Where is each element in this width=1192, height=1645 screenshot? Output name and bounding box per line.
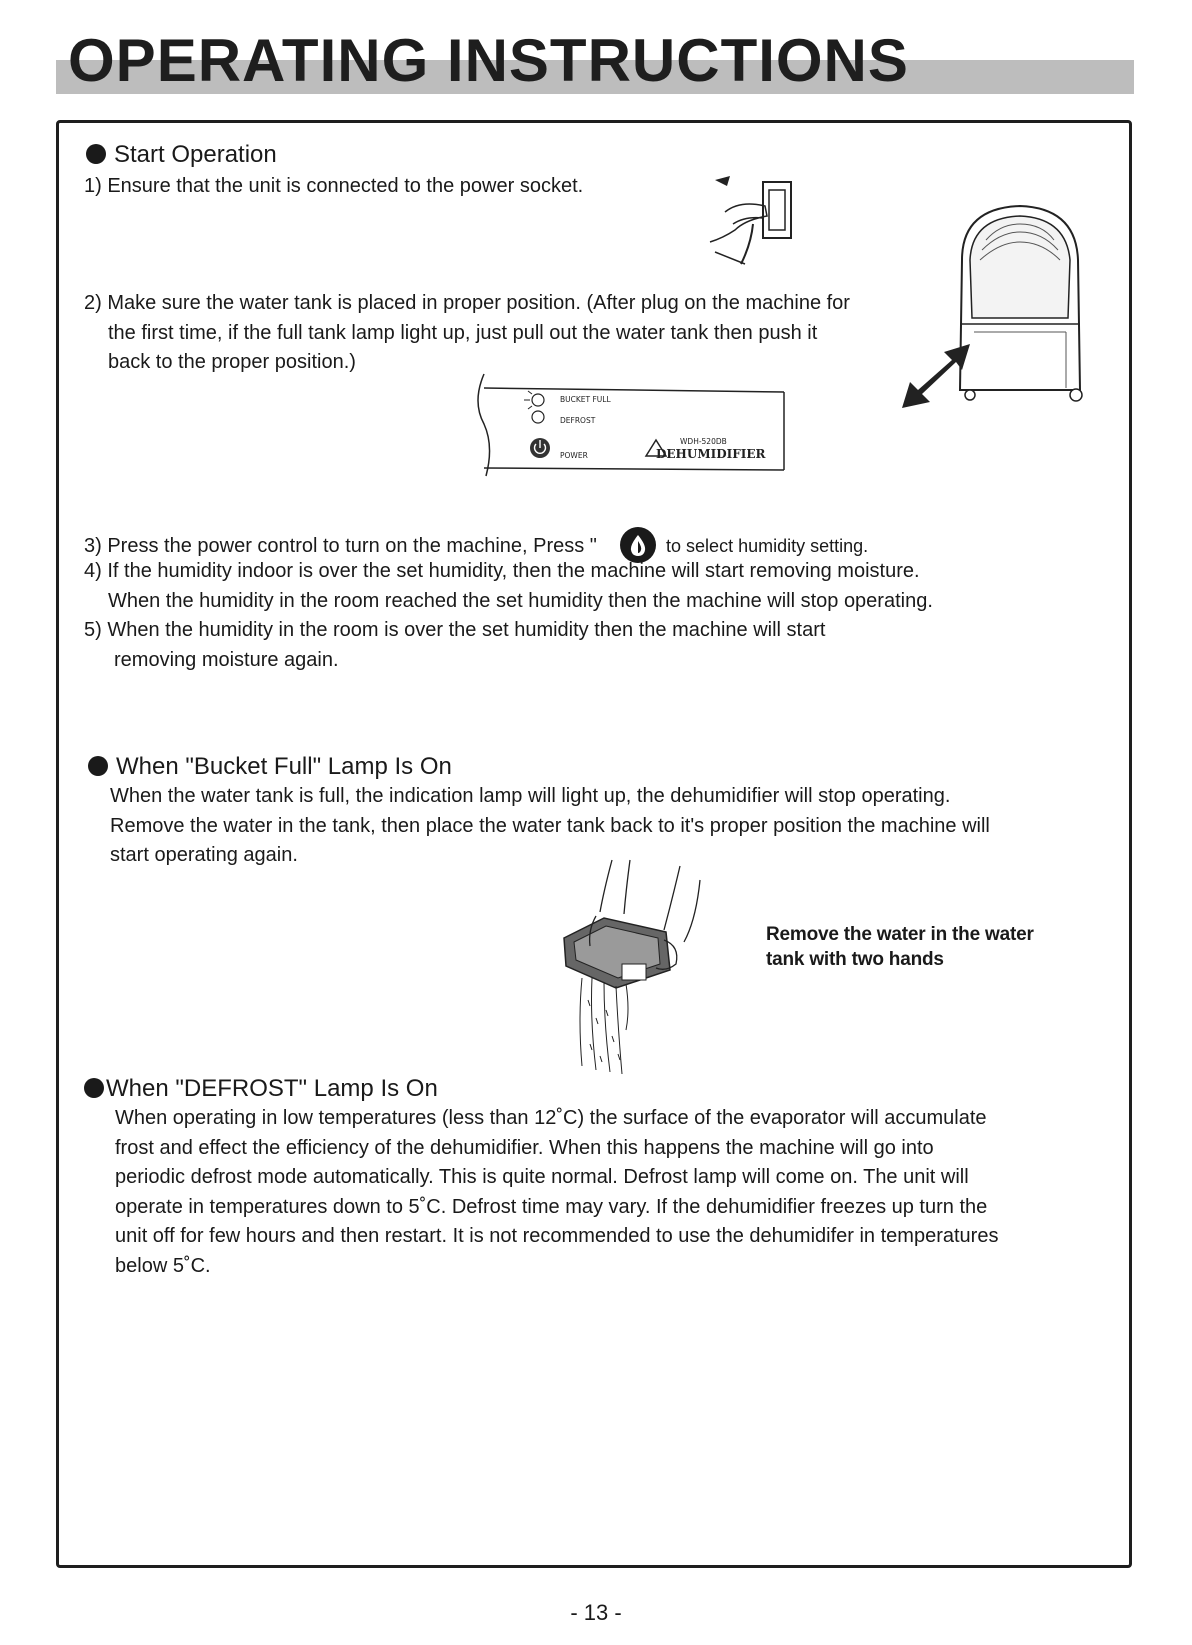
power-label: POWER [560, 451, 588, 460]
step-1: 1) Ensure that the unit is connected to the power socket. [84, 175, 584, 197]
defrost-label: DEFROST [560, 416, 596, 425]
step-2-line-2: the first time, if the full tank lamp light up, just pull out the water tank then push it [108, 321, 818, 344]
step-4-line-2: When the humidity in the room reached the set humidity then the machine will stop operating. [108, 589, 933, 612]
tank-caption-line-2: tank with two hands [766, 949, 944, 970]
plug-in-illustration [705, 172, 825, 282]
empty-tank-illustration [560, 860, 720, 1075]
page-title: OPERATING INSTRUCTIONS [68, 27, 909, 94]
steps-4-5 [84, 557, 933, 675]
start-operation-title: Start Operation [114, 141, 277, 168]
step-2-line-3: back to the proper position.) [108, 351, 356, 373]
bucket-full-line-2: Remove the water in the tank, then place the water tank back to it's proper position the machine will [110, 814, 990, 837]
defrost-title: When "DEFROST" Lamp Is On [106, 1075, 438, 1102]
start-operation-heading [86, 140, 277, 170]
brand-logo: DEHUMIDIFIER [656, 447, 766, 461]
bucket-full-label: BUCKET FULL [560, 395, 611, 404]
bucket-full-title: When "Bucket Full" Lamp Is On [116, 753, 452, 780]
model-label: WDH-520DB [680, 437, 727, 446]
defrost-heading [84, 1074, 438, 1104]
bullet-icon [88, 756, 108, 776]
bucket-full-heading [88, 752, 452, 782]
step-4-line-1: 4) If the humidity indoor is over the set humidity, then the machine will start removing moisture. [84, 560, 920, 582]
defrost-line-3: periodic defrost mode automatically. This is quite normal. Defrost lamp will come on. The unit will [115, 1166, 969, 1188]
step-2 [84, 289, 850, 378]
control-panel-illustration [468, 372, 788, 478]
bucket-full-body [110, 782, 990, 871]
dehumidifier-illustration [930, 200, 1110, 410]
defrost-line-2: frost and effect the efficiency of the dehumidifier. When this happens the machine will go into [115, 1136, 934, 1159]
step-3-text-after: to select humidity setting. [666, 536, 869, 556]
tank-caption-line-1: Remove the water in the water [766, 924, 1034, 945]
bucket-full-line-3: start operating again. [110, 844, 298, 866]
step-5-line-1: 5) When the humidity in the room is over the set humidity then the machine will start [84, 619, 826, 641]
defrost-line-4: operate in temperatures down to 5˚C. Defrost time may vary. If the dehumidifier freezes up turn the [115, 1195, 988, 1218]
step-5-line-2: removing moisture again. [114, 648, 339, 671]
page-number: - 13 - [570, 1600, 622, 1625]
power-icon [530, 438, 550, 458]
defrost-line-5: unit off for few hours and then restart. It is not recommended to use the dehumidifer in temperatures [115, 1225, 999, 1247]
tank-caption [766, 922, 1034, 972]
defrost-body [115, 1104, 998, 1281]
step-2-line-1: 2) Make sure the water tank is placed in proper position. (After plug on the machine for [84, 292, 850, 314]
step-3-text: 3) Press the power control to turn on the machine, Press " [84, 535, 597, 557]
defrost-line-1: When operating in low temperatures (less than 12˚C) the surface of the evaporator will accumulate [115, 1107, 987, 1129]
defrost-line-6: below 5˚C. [115, 1254, 211, 1277]
bullet-icon [84, 1078, 104, 1098]
bucket-full-line-1: When the water tank is full, the indication lamp will light up, the dehumidifier will stop operating. [110, 785, 951, 807]
bullet-icon [86, 144, 106, 164]
